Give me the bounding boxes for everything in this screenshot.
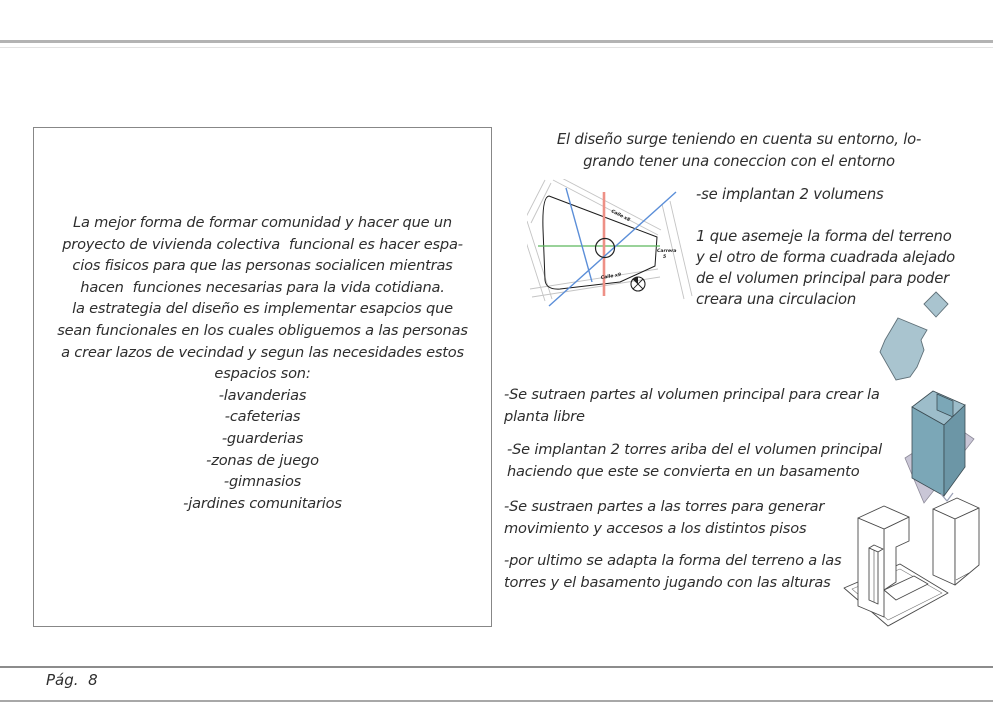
- street-label-carrera: Carrera: [657, 249, 677, 254]
- left-tower-right-face: [884, 517, 909, 590]
- footer-rule: [0, 666, 993, 668]
- pointer-arrow-icon: [941, 493, 953, 501]
- text-line: torres y el basamento jugando con las alturas: [504, 574, 831, 591]
- blue-connection-lines: [549, 188, 676, 306]
- street-label-carrera-number: 5: [663, 255, 667, 260]
- top-rule: [0, 40, 993, 43]
- heading-line: El diseño surge teniendo en cuenta su entorno, lo-: [556, 131, 922, 148]
- text-line: -Se sutraen partes al volumen principal para crear la: [504, 386, 880, 403]
- page-number: Pág. 8: [46, 671, 98, 689]
- community-text-box: [33, 127, 492, 627]
- north-compass-icon: [631, 277, 645, 291]
- text-line: -por ultimo se adapta la forma del terreno a las: [504, 552, 842, 569]
- site-plan-diagram: [527, 179, 693, 308]
- list-item: -gimnasios: [223, 473, 302, 491]
- right-tower-front-face: [933, 509, 955, 585]
- bottom-rule: [0, 700, 993, 702]
- terrain-outline: [543, 196, 657, 289]
- text-line: La mejor forma de formar comunidad y hacer que un: [73, 214, 452, 231]
- text-line: a crear lazos de vecindad y segun las necesidades estos: [61, 343, 464, 361]
- bullet-subtract-towers: [504, 496, 824, 540]
- list-item: -lavanderias: [218, 386, 307, 404]
- text-line: -Se implantan 2 torres ariba del el volumen principal: [507, 441, 882, 458]
- top-rule-shadow: [0, 47, 993, 48]
- list-item: -guarderias: [221, 429, 304, 447]
- design-heading: [540, 129, 938, 172]
- street-label-calle-top: Calle x8: [610, 209, 631, 224]
- list-item: -cafeterias: [224, 408, 301, 426]
- implant-note: -se implantan 2 volumens: [696, 186, 884, 203]
- text-line: la estrategia del diseño es implementar esapcios que: [72, 300, 453, 318]
- list-item: -jardines comunitarios: [183, 494, 342, 512]
- community-text: [42, 212, 483, 514]
- text-line: -Se sustraen partes a las torres para generar: [504, 498, 825, 515]
- bullet-subtract-volume: [504, 384, 880, 428]
- terrain-volume-shape: [880, 318, 927, 380]
- right-tower-side-face: [955, 508, 979, 585]
- inner-prism-front: [869, 548, 878, 604]
- text-line: de el volumen principal para poder: [696, 270, 950, 287]
- street-label-calle-bottom: Calle x9: [600, 272, 622, 281]
- text-line: sean funcionales en los cuales obliguemos a las personas: [57, 321, 468, 339]
- text-line: y el otro de forma cuadrada alejado: [696, 249, 955, 266]
- text-line: 1 que asemeje la forma del terreno: [696, 228, 952, 245]
- square-volume-shape: [924, 292, 948, 317]
- bullet-implant-towers: [507, 439, 882, 483]
- bullet-adapt-terrain: [504, 550, 841, 594]
- list-item: -zonas de juego: [206, 451, 319, 469]
- text-line: planta libre: [504, 408, 585, 425]
- text-line: creara una circulacion: [696, 291, 857, 308]
- text-line: espacios son:: [214, 365, 311, 383]
- heading-line: grando tener una coneccion con el entorno: [583, 152, 895, 170]
- text-line: hacen funciones necesarias para la vida cotidiana.: [80, 278, 445, 296]
- outline-towers-drawing: [838, 492, 993, 644]
- text-line: movimiento y accesos a los distintos pisos: [504, 520, 807, 537]
- text-line: proyecto de vivienda colectiva funcional es hacer espa-: [62, 235, 463, 253]
- text-line: haciendo que este se convierta en un basamento: [507, 463, 860, 480]
- text-line: cios fisicos para que las personas socialicen mientras: [72, 257, 453, 275]
- volume-shapes-diagram: [875, 289, 993, 389]
